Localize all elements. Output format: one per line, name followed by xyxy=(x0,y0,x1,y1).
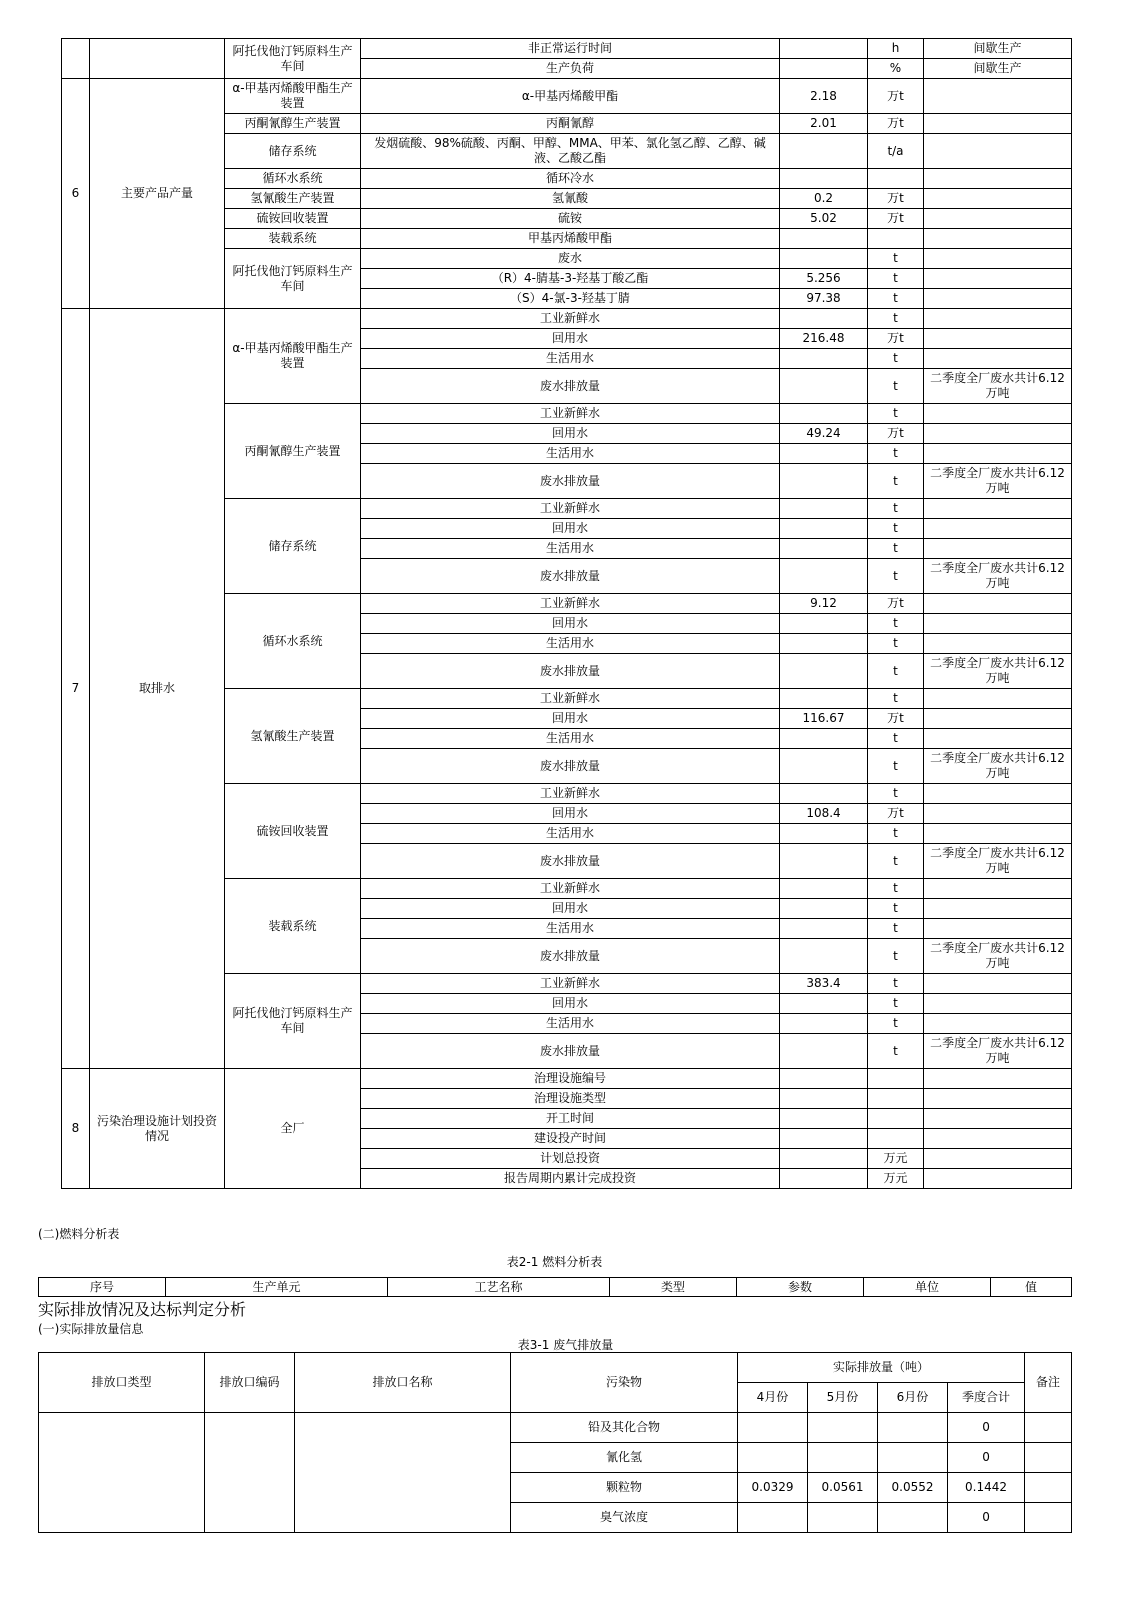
note-cell xyxy=(924,879,1072,899)
note-cell xyxy=(924,329,1072,349)
unit-cell: α-甲基丙烯酸甲酯生产装置 xyxy=(225,79,361,114)
note-cell xyxy=(924,1069,1072,1089)
item-cell: 回用水 xyxy=(361,709,780,729)
unit-cell: 硫铵回收装置 xyxy=(225,209,361,229)
unit-label: t xyxy=(868,519,924,539)
note-cell: 间歇生产 xyxy=(924,39,1072,59)
value-cell: 2.01 xyxy=(780,114,868,134)
section-number: 8 xyxy=(62,1069,90,1189)
value-cell xyxy=(738,1413,808,1443)
unit-label: t xyxy=(868,539,924,559)
column-header: 5月份 xyxy=(808,1383,878,1413)
note-cell xyxy=(924,824,1072,844)
table-row xyxy=(62,309,1072,329)
column-header: 实际排放量（吨） xyxy=(738,1353,1025,1383)
column-header: 序号 xyxy=(39,1278,166,1297)
unit-label: t xyxy=(868,369,924,404)
table-header-row xyxy=(39,1353,1072,1383)
note-cell xyxy=(924,974,1072,994)
item-cell: 循环冷水 xyxy=(361,169,780,189)
unit-label: t xyxy=(868,879,924,899)
item-cell: 废水排放量 xyxy=(361,559,780,594)
unit-label: 万元 xyxy=(868,1169,924,1189)
unit-cell: α-甲基丙烯酸甲酯生产装置 xyxy=(225,309,361,404)
unit-cell: 阿托伐他汀钙原料生产车间 xyxy=(225,249,361,309)
item-cell: 计划总投资 xyxy=(361,1149,780,1169)
column-header: 排放口名称 xyxy=(295,1353,511,1413)
item-cell: 生活用水 xyxy=(361,539,780,559)
value-cell xyxy=(780,369,868,404)
item-cell: 发烟硫酸、98%硫酸、丙酮、甲醇、MMA、甲苯、氯化氢乙醇、乙醇、碱液、乙酸乙酯 xyxy=(361,134,780,169)
note-cell xyxy=(924,634,1072,654)
column-header: 单位 xyxy=(864,1278,991,1297)
note-cell xyxy=(924,1089,1072,1109)
unit-cell: 硫铵回收装置 xyxy=(225,784,361,879)
column-header: 排放口编码 xyxy=(205,1353,295,1413)
total-cell: 0 xyxy=(948,1413,1025,1443)
table-row xyxy=(39,1413,1072,1443)
unit-label: 万t xyxy=(868,79,924,114)
value-cell: 5.02 xyxy=(780,209,868,229)
item-cell: 废水 xyxy=(361,249,780,269)
unit-label: t xyxy=(868,309,924,329)
item-cell: 回用水 xyxy=(361,424,780,444)
note-cell xyxy=(924,919,1072,939)
note-cell: 二季度全厂废水共计6.12万吨 xyxy=(924,1034,1072,1069)
value-cell xyxy=(780,539,868,559)
note-cell xyxy=(924,424,1072,444)
value-cell xyxy=(780,899,868,919)
value-cell: 216.48 xyxy=(780,329,868,349)
note-cell xyxy=(924,1129,1072,1149)
table-row xyxy=(62,39,1072,59)
unit-label: t xyxy=(868,729,924,749)
unit-label: t xyxy=(868,349,924,369)
item-cell: 治理设施编号 xyxy=(361,1069,780,1089)
unit-label: t xyxy=(868,1034,924,1069)
item-cell: 硫铵 xyxy=(361,209,780,229)
unit-label: t xyxy=(868,939,924,974)
note-cell: 二季度全厂废水共计6.12万吨 xyxy=(924,939,1072,974)
section-name: 取排水 xyxy=(90,309,225,1069)
item-cell: （R）4-腈基-3-羟基丁酸乙酯 xyxy=(361,269,780,289)
fuel-table xyxy=(38,1277,1072,1297)
unit-label: 万t xyxy=(868,329,924,349)
item-cell: 废水排放量 xyxy=(361,654,780,689)
unit-cell: 装载系统 xyxy=(225,229,361,249)
value-cell xyxy=(780,614,868,634)
section-heading: 实际排放情况及达标判定分析 xyxy=(38,1300,247,1319)
value-cell xyxy=(780,994,868,1014)
note-cell xyxy=(924,614,1072,634)
value-cell xyxy=(780,689,868,709)
item-cell: 回用水 xyxy=(361,804,780,824)
value-cell xyxy=(780,229,868,249)
value-cell xyxy=(780,519,868,539)
column-header: 季度合计 xyxy=(948,1383,1025,1413)
item-cell: 回用水 xyxy=(361,899,780,919)
value-cell xyxy=(780,249,868,269)
value-cell: 49.24 xyxy=(780,424,868,444)
note-cell: 二季度全厂废水共计6.12万吨 xyxy=(924,559,1072,594)
unit-label: 万t xyxy=(868,804,924,824)
item-cell: 报告周期内累计完成投资 xyxy=(361,1169,780,1189)
note-cell: 二季度全厂废水共计6.12万吨 xyxy=(924,369,1072,404)
unit-cell: 储存系统 xyxy=(225,134,361,169)
value-cell xyxy=(780,729,868,749)
column-header: 排放口类型 xyxy=(39,1353,205,1413)
unit-label: 万t xyxy=(868,424,924,444)
note-cell xyxy=(924,349,1072,369)
value-cell xyxy=(780,939,868,974)
note-cell: 二季度全厂废水共计6.12万吨 xyxy=(924,464,1072,499)
value-cell: 116.67 xyxy=(780,709,868,729)
total-cell: 0.1442 xyxy=(948,1473,1025,1503)
column-header: 类型 xyxy=(610,1278,737,1297)
note-cell xyxy=(924,404,1072,424)
column-header: 6月份 xyxy=(878,1383,948,1413)
unit-label: t xyxy=(868,749,924,784)
column-header: 工艺名称 xyxy=(388,1278,610,1297)
item-cell: 工业新鲜水 xyxy=(361,594,780,614)
item-cell: 开工时间 xyxy=(361,1109,780,1129)
value-cell xyxy=(780,844,868,879)
item-cell: 工业新鲜水 xyxy=(361,499,780,519)
note-cell xyxy=(924,444,1072,464)
unit-label: t xyxy=(868,269,924,289)
item-cell: 废水排放量 xyxy=(361,1034,780,1069)
item-cell: 生活用水 xyxy=(361,1014,780,1034)
value-cell xyxy=(780,1069,868,1089)
subsection-heading: (一)实际排放量信息 xyxy=(38,1322,144,1336)
value-cell: 5.256 xyxy=(780,269,868,289)
value-cell xyxy=(780,404,868,424)
item-cell: 非正常运行时间 xyxy=(361,39,780,59)
item-cell: （S）4-氯-3-羟基丁腈 xyxy=(361,289,780,309)
value-cell xyxy=(780,499,868,519)
column-header: 生产单元 xyxy=(166,1278,388,1297)
section-name: 污染治理设施计划投资情况 xyxy=(90,1069,225,1189)
note-cell xyxy=(924,804,1072,824)
unit-label xyxy=(868,1109,924,1129)
item-cell: 丙酮氰醇 xyxy=(361,114,780,134)
unit-label: % xyxy=(868,59,924,79)
item-cell: 工业新鲜水 xyxy=(361,404,780,424)
value-cell xyxy=(780,1014,868,1034)
unit-label: t xyxy=(868,559,924,594)
unit-label: 万t xyxy=(868,114,924,134)
note-cell xyxy=(924,309,1072,329)
value-cell xyxy=(780,559,868,594)
item-cell: 生活用水 xyxy=(361,634,780,654)
item-cell: 废水排放量 xyxy=(361,749,780,784)
note-cell xyxy=(924,594,1072,614)
value-cell: 0.2 xyxy=(780,189,868,209)
item-cell: 废水排放量 xyxy=(361,464,780,499)
value-cell xyxy=(738,1443,808,1473)
value-cell xyxy=(780,1109,868,1129)
column-header: 备注 xyxy=(1025,1353,1072,1413)
fuel-section-title: (二)燃料分析表 xyxy=(38,1227,120,1241)
unit-cell: 阿托伐他汀钙原料生产车间 xyxy=(225,974,361,1069)
unit-label: t xyxy=(868,994,924,1014)
unit-label: t xyxy=(868,499,924,519)
unit-label: t xyxy=(868,654,924,689)
value-cell: 0.0561 xyxy=(808,1473,878,1503)
table-row xyxy=(62,1069,1072,1089)
item-cell: 回用水 xyxy=(361,614,780,634)
item-cell: 废水排放量 xyxy=(361,844,780,879)
item-cell: 工业新鲜水 xyxy=(361,689,780,709)
value-cell xyxy=(780,1149,868,1169)
value-cell xyxy=(780,634,868,654)
unit-cell: 循环水系统 xyxy=(225,594,361,689)
total-cell: 0 xyxy=(948,1443,1025,1473)
value-cell xyxy=(780,1034,868,1069)
note-cell: 二季度全厂废水共计6.12万吨 xyxy=(924,749,1072,784)
item-cell: 甲基丙烯酸甲酯 xyxy=(361,229,780,249)
note-cell xyxy=(924,729,1072,749)
column-header: 污染物 xyxy=(511,1353,738,1413)
pollutant-cell: 氰化氢 xyxy=(511,1443,738,1473)
unit-label: t/a xyxy=(868,134,924,169)
unit-label xyxy=(868,1089,924,1109)
unit-cell: 储存系统 xyxy=(225,499,361,594)
item-cell: 工业新鲜水 xyxy=(361,974,780,994)
unit-label: t xyxy=(868,844,924,879)
section-number: 6 xyxy=(62,79,90,309)
unit-label xyxy=(868,1129,924,1149)
pollutant-cell: 颗粒物 xyxy=(511,1473,738,1503)
note-cell xyxy=(924,1149,1072,1169)
value-cell xyxy=(780,349,868,369)
section-number: 7 xyxy=(62,309,90,1069)
note-cell xyxy=(924,1014,1072,1034)
unit-label: t xyxy=(868,974,924,994)
value-cell: 0.0552 xyxy=(878,1473,948,1503)
value-cell xyxy=(780,1169,868,1189)
unit-label: t xyxy=(868,784,924,804)
column-header: 4月份 xyxy=(738,1383,808,1413)
value-cell xyxy=(780,824,868,844)
note-cell xyxy=(924,519,1072,539)
value-cell xyxy=(780,784,868,804)
unit-cell: 氢氰酸生产装置 xyxy=(225,689,361,784)
note-cell xyxy=(924,539,1072,559)
item-cell: 回用水 xyxy=(361,519,780,539)
item-cell: 废水排放量 xyxy=(361,369,780,404)
value-cell xyxy=(780,309,868,329)
value-cell xyxy=(780,464,868,499)
item-cell: 回用水 xyxy=(361,994,780,1014)
value-cell xyxy=(808,1413,878,1443)
unit-label: t xyxy=(868,249,924,269)
unit-label: t xyxy=(868,634,924,654)
unit-cell: 丙酮氰醇生产装置 xyxy=(225,114,361,134)
item-cell: 生活用水 xyxy=(361,824,780,844)
unit-label xyxy=(868,229,924,249)
table-header-row xyxy=(39,1278,1072,1297)
value-cell xyxy=(780,1129,868,1149)
item-cell: 生活用水 xyxy=(361,729,780,749)
item-cell: 回用水 xyxy=(361,329,780,349)
note-cell xyxy=(924,499,1072,519)
value-cell xyxy=(780,134,868,169)
item-cell: 生活用水 xyxy=(361,444,780,464)
unit-cell: 丙酮氰醇生产装置 xyxy=(225,404,361,499)
unit-label: 万t xyxy=(868,209,924,229)
value-cell xyxy=(780,654,868,689)
unit-label: t xyxy=(868,689,924,709)
column-header: 参数 xyxy=(737,1278,864,1297)
monitoring-table xyxy=(61,38,1072,1189)
unit-label: t xyxy=(868,444,924,464)
item-cell: 废水排放量 xyxy=(361,939,780,974)
unit-label: t xyxy=(868,899,924,919)
pollutant-cell: 铅及其化合物 xyxy=(511,1413,738,1443)
note-cell xyxy=(924,784,1072,804)
unit-cell: 阿托伐他汀钙原料生产车间 xyxy=(225,39,361,79)
value-cell: 383.4 xyxy=(780,974,868,994)
item-cell: 建设投产时间 xyxy=(361,1129,780,1149)
unit-label: t xyxy=(868,1014,924,1034)
unit-label: t xyxy=(868,919,924,939)
note-cell: 间歇生产 xyxy=(924,59,1072,79)
emission-table-clip xyxy=(38,1352,1072,1600)
note-cell xyxy=(924,899,1072,919)
item-cell: 工业新鲜水 xyxy=(361,879,780,899)
note-cell: 二季度全厂废水共计6.12万吨 xyxy=(924,844,1072,879)
note-cell xyxy=(924,1109,1072,1129)
unit-label: t xyxy=(868,464,924,499)
value-cell xyxy=(878,1503,948,1533)
value-cell xyxy=(808,1503,878,1533)
item-cell: 氢氰酸 xyxy=(361,189,780,209)
pollutant-cell: 臭气浓度 xyxy=(511,1503,738,1533)
note-cell xyxy=(924,994,1072,1014)
note-cell xyxy=(924,709,1072,729)
value-cell xyxy=(780,169,868,189)
emission-table-caption: 表3-1 废气排放量 xyxy=(517,1338,614,1352)
value-cell xyxy=(780,749,868,784)
item-cell: α-甲基丙烯酸甲酯 xyxy=(361,79,780,114)
unit-cell: 全厂 xyxy=(225,1069,361,1189)
note-cell xyxy=(924,689,1072,709)
unit-label: t xyxy=(868,289,924,309)
value-cell xyxy=(780,1089,868,1109)
unit-label: 万t xyxy=(868,709,924,729)
item-cell: 工业新鲜水 xyxy=(361,309,780,329)
value-cell xyxy=(878,1443,948,1473)
unit-label: 万t xyxy=(868,189,924,209)
unit-cell: 氢氰酸生产装置 xyxy=(225,189,361,209)
value-cell xyxy=(738,1503,808,1533)
unit-cell: 循环水系统 xyxy=(225,169,361,189)
note-cell xyxy=(924,1169,1072,1189)
value-cell: 97.38 xyxy=(780,289,868,309)
unit-label: t xyxy=(868,824,924,844)
emission-table xyxy=(38,1352,1072,1533)
unit-label xyxy=(868,1069,924,1089)
value-cell: 2.18 xyxy=(780,79,868,114)
note-cell: 二季度全厂废水共计6.12万吨 xyxy=(924,654,1072,689)
value-cell: 9.12 xyxy=(780,594,868,614)
unit-label: t xyxy=(868,614,924,634)
value-cell: 0.0329 xyxy=(738,1473,808,1503)
value-cell xyxy=(808,1443,878,1473)
section-name: 主要产品产量 xyxy=(90,79,225,309)
total-cell: 0 xyxy=(948,1503,1025,1533)
item-cell: 生产负荷 xyxy=(361,59,780,79)
table-row xyxy=(62,79,1072,114)
item-cell: 治理设施类型 xyxy=(361,1089,780,1109)
unit-label: 万t xyxy=(868,594,924,614)
unit-label xyxy=(868,169,924,189)
value-cell xyxy=(780,879,868,899)
value-cell: 108.4 xyxy=(780,804,868,824)
value-cell xyxy=(878,1413,948,1443)
item-cell: 工业新鲜水 xyxy=(361,784,780,804)
unit-cell: 装载系统 xyxy=(225,879,361,974)
item-cell: 生活用水 xyxy=(361,919,780,939)
unit-label: t xyxy=(868,404,924,424)
item-cell: 生活用水 xyxy=(361,349,780,369)
value-cell xyxy=(780,444,868,464)
unit-label: 万元 xyxy=(868,1149,924,1169)
column-header: 值 xyxy=(991,1278,1072,1297)
value-cell xyxy=(780,919,868,939)
unit-label: h xyxy=(868,39,924,59)
fuel-table-caption: 表2-1 燃料分析表 xyxy=(506,1255,603,1269)
